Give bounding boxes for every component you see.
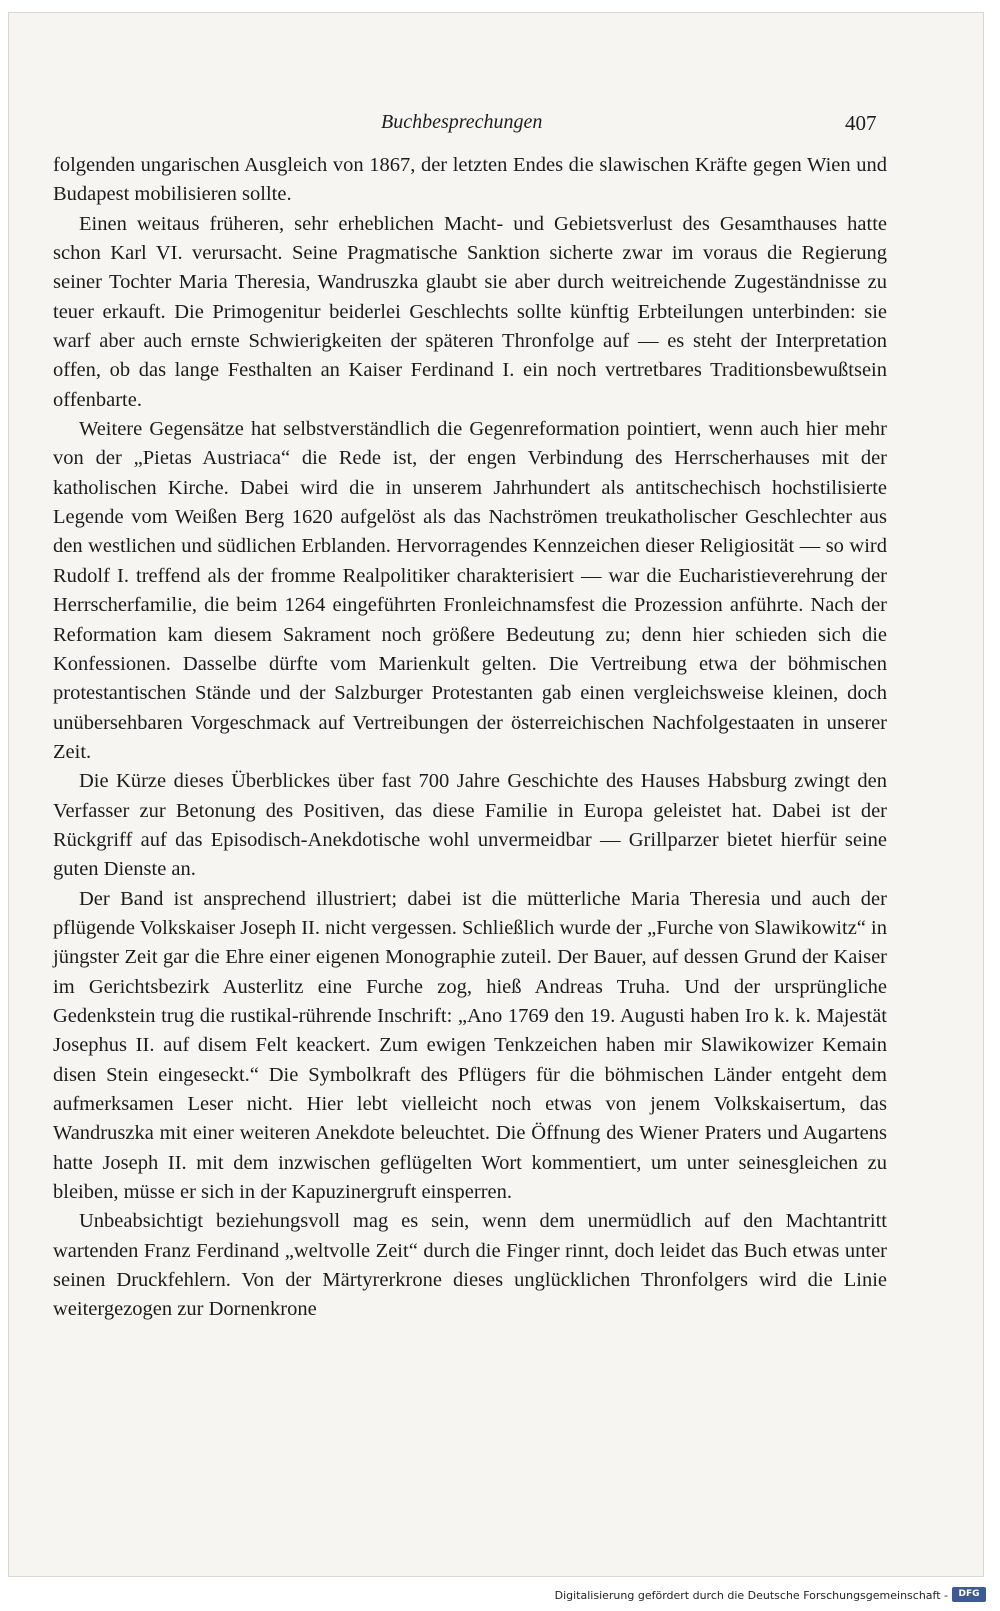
- paragraph-3: Weitere Gegensätze hat selbstverständlich die Gegenreformation pointiert, wenn auch hier mehr von der „Pietas Austriaca“ die Rede ist, der engen Verbindung des Herrscherhauses mit der katholischen Kirche. Dabei wird die in unserem Jahrhundert als antitschechisch hochstilisierte Legende vom Weißen Berg 1620 aufgelöst als das Nachströmen treukatholischer Geschlechter aus den westlichen und südlichen Erblanden. Hervorragendes Kennzeichen dieser Religiosität — so wird Rudolf I. treffend als der fromme Realpolitiker charakterisiert — war die Eucharistieverehrung der Herrscherfamilie, die beim 1264 eingeführten Fronleichnamsfest die Prozession anführte. Nach der Reformation kam diesem Sakrament noch größere Bedeutung zu; denn hier schieden sich die Konfessionen. Dasselbe dürfte vom Marienkult gelten. Die Vertreibung etwa der böhmischen protestantischen Stände und der Salzburger Protestanten gab einen vergleichsweise kleinen, doch unübersehbaren Vorgeschmack auf Vertreibungen der österreichischen Nachfolgestaaten in unserer Zeit.: [53, 418, 887, 763]
- body-text: [53, 151, 887, 1325]
- paragraph-4: Die Kürze dieses Überblickes über fast 700 Jahre Geschichte des Hauses Habsburg zwingt den Verfasser zur Betonung des Positiven, das diese Familie in Europa geleistet hat. Dabei ist der Rückgriff auf das Episodisch-Anekdotische wohl unvermeidbar — Grillparzer bietet hierfür seine guten Dienste an.: [53, 770, 887, 881]
- paragraph-2: Einen weitaus früheren, sehr erheblichen Macht- und Gebietsverlust des Gesamthauses hatte schon Karl VI. verursacht. Seine Pragmatische Sanktion sicherte zwar im voraus die Regierung seiner Tochter Maria Theresia, Wandruszka glaubt sie aber durch weitreichende Zugeständnisse zu teuer erkauft. Die Primogenitur beiderlei Geschlechts sollte künftig Erbteilungen unterbinden: sie warf aber auch ernste Schwierigkeiten der späteren Thronfolge auf — es steht der Interpretation offen, ob das lange Festhalten an Kaiser Ferdinand I. ein noch vertretbares Traditionsbewußtsein offenbarte.: [53, 212, 887, 411]
- paragraph-6: Unbeabsichtigt beziehungsvoll mag es sein, wenn dem unermüdlich auf den Machtantritt wartenden Franz Ferdinand „weltvolle Zeit“ durch die Finger rinnt, doch leidet das Buch etwas unter seinen Druckfehlern. Von der Märtyrerkrone dieses unglücklichen Thronfolgers wird die Linie weitergezogen zur Dornenkrone: [53, 1210, 887, 1321]
- paragraph-5: Der Band ist ansprechend illustriert; dabei ist die mütterliche Maria Theresia und auch der pflügende Volkskaiser Joseph II. nicht vergessen. Schließlich wurde der „Furche von Slawikowitz“ in jüngster Zeit gar die Ehre einer eigenen Monographie zuteil. Der Bauer, auf dessen Grund der Kaiser im Gerichtsbezirk Austerlitz eine Furche zog, hieß Andreas Truha. Und der ursprüngliche Gedenkstein trug die rustikal-rührende Inschrift: „Ano 1769 den 19. Augusti haben Iro k. k. Majestät Josephus II. auf disem Felt keackert. Zum ewigen Tenkzeichen haben mir Slawikowizer Kemain disen Stein eingeseckt.“ Die Symbolkraft des Pflügers für die böhmischen Länder entgeht dem aufmerksamen Leser nicht. Hier lebt vielleicht noch etwas von jenem Volkskaisertum, das Wandruszka mit einer weiteren Anekdote beleuchtet. Die Öffnung des Wiener Praters und Augartens hatte Joseph II. mit dem inzwischen geflügelten Wort kommentiert, um unter seinesgleichen zu bleiben, müsse er sich in der Kapuzinergruft einsperren.: [53, 887, 887, 1204]
- page-number: 407: [845, 111, 877, 135]
- funding-notice: Digitalisierung gefördert durch die Deutsche Forschungsgemeinschaft -: [554, 1589, 948, 1602]
- scanned-page: [8, 12, 984, 1577]
- running-title: Buchbesprechungen: [381, 111, 543, 133]
- paragraph-1: folgenden ungarischen Ausgleich von 1867, der letzten Endes die slawischen Kräfte gegen Wien und Budapest mobilisieren sollte.: [53, 154, 887, 206]
- dfg-logo: DFG: [952, 1587, 986, 1602]
- page-header: [9, 103, 985, 143]
- digitization-footer: [0, 1582, 1000, 1606]
